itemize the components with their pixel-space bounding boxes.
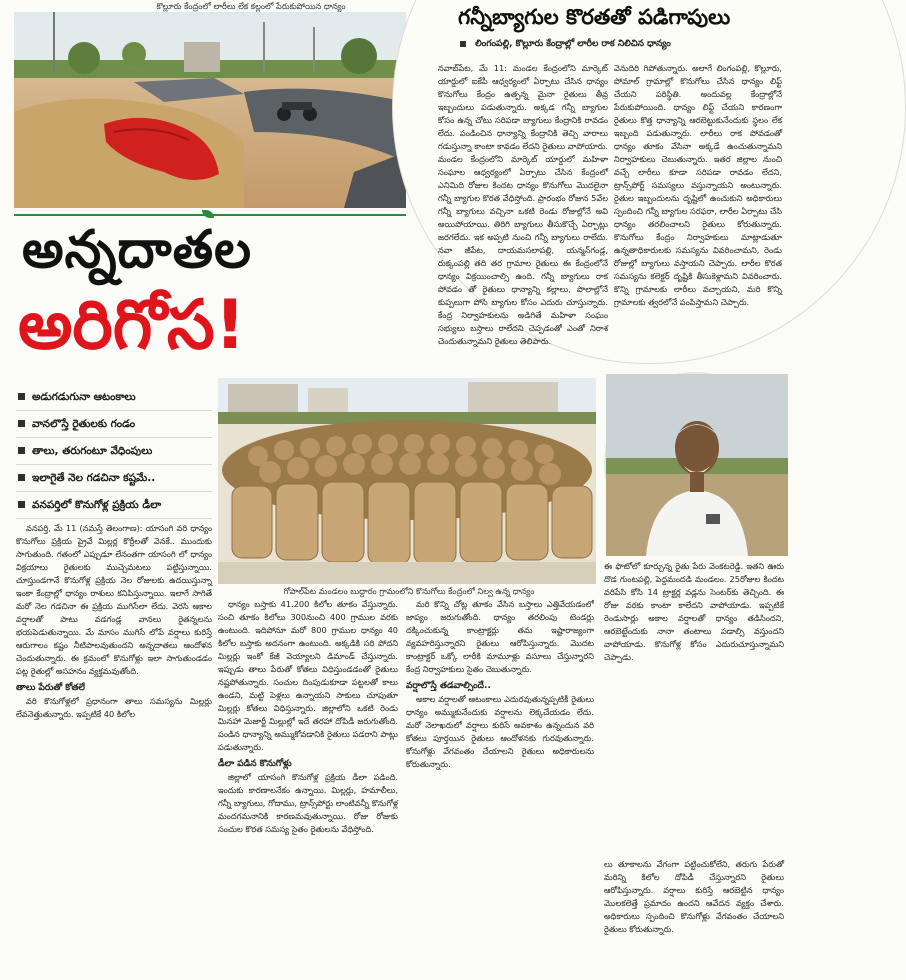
main-story-body-3-tail: అకాల వర్షాలతో ఆటంకాలు ఎదురవుతున్నప్పటికీ రైతులు ధాన్యం అమ్ముకునేందుకు వర్షాలను లెక్కచేయడం లేదు. మరో నెలాఖరులో వర్షాలు కురిసే అవకాశం ఉన్నందున వరి కోతలు పూర్తయిన రైతులు ఆందోళనకు గురవుతున్నారు. కోనుగోళ్లు వేగవంతం చేయాలని రైతులు అధికారులను కోరుతున్నారు. bbox=[406, 694, 594, 769]
highlight-item: అడుగడుగునా ఆటంకాలు bbox=[16, 384, 212, 411]
main-story-body-1-tail: వరి కొనుగోళ్లలో ప్రధానంగా తాలు సమస్యను మిల్లర్లు లేవనెత్తుతున్నారు. ఇప్పటికే 40 కిలోల bbox=[16, 696, 212, 719]
masthead-line-1: అన్నదాతల bbox=[22, 220, 252, 280]
main-story-subheading-1: తాలు పేరుతో కోతలే bbox=[16, 683, 85, 693]
grain-sacks-illustration bbox=[218, 378, 596, 584]
sidebar-subhead bbox=[460, 38, 790, 50]
sidebar-column-1: నవాబ్‌పేట, మే 11: మండల కేంద్రంలోని మార్కెట్‌ యార్డులో ఐకేపీ ఆధ్వర్యంలో ఏర్పాటు చేసిన ధాన్యం కొనుగోలు కేంద్రం ఉత్పన్న మైనా రైతులు తీవ్ర ఇబ్బందులు పడుతున్నారు. అక్కడ గన్నీ బ్యాగుల కోసం ఉన్న చోటు సరిపడా బ్యాగులు కేంద్రానికి రావడం లేదు. పండించిన ధాన్యాన్ని కేంద్రానికి తెచ్చి వారాలు గడుస్తున్నా కాంటా కావడం లేదని రైతులు వాపోయారు. మండల కేంద్రంలోని మార్కెట్‌ యార్డులో మహిళా సంఘాల ఆధ్వర్యంలో ఏర్పాటు చేసిన కేంద్రంలో ఎనిమిది రోజుల కిందట ధాన్యం కొనుగోలు మొదలైనా గన్నీ బ్యాగుల కొరత వేధిస్తోంది. ప్రారంభం రోజున 5వేల గన్నీ బ్యాగులు వచ్చినా ఒకటి రెండు రోజుల్లోనే అవి అయిపోయాయి. తిరిగి బ్యాగులు తీసుకొచ్చే ఏర్పాట్లు జరగలేదు. ఇక అప్పటి నుంచి గన్నీ బ్యాగులు రాలేదు. నవా జీపేట, దాయమసలాపల్లి, యన్మన్‌గండ్ల, రుక్కంపల్లి తది తర గ్రామాల రైతులు ఈ కేంద్రంలోనే ధాన్యం విక్రయించాల్సి ఉంది. గన్నీ బ్యాగులు రాక పోవడం తో రైతులు ధాన్యాన్ని కల్లాలు, పొలాల్లోనే కుప్పలుగా పోసి బ్యాగుల కోసం ఎదురు చూస్తున్నారు. కేంద్ర నిర్వాహకులను అడిగితే మహిళా సంఘం సభ్యులు బస్తాలు రాలేదని చెప్పడంతో ఎంతో నిరాశ చెందుతున్నామని రైతులు తెలిపారు. bbox=[438, 63, 609, 346]
farmer-quote: ఈ ఫొటోలో కూర్చున్న రైతు పేరు వెంకటరెడ్డి. ఇతని ఊరు దొడ గుంటపల్లి, పెద్దమందడి మండలం. 25రోజుల కిందట వరిపేసి కోసి 14 ట్రాక్టర్ల వడ్లను సెంటర్‌కు తెచ్చింది. ఈ రోజు వరకు కాంటా కాలేదని వాపోయాడు. ఇప్పటికే రెండుసార్లు అకాల వర్షాలతో ధాన్యం తడిసిందని, ఆరబెట్టేందుకు నానా తంటాలు పడాల్సి వస్తుందని వాపోయాడు. కొనుగోళ్ల కోసం ఎదురుచూస్తున్నామని చెప్పాడు. bbox=[604, 561, 784, 662]
farmer-illustration bbox=[606, 374, 788, 556]
main-story-column-1 bbox=[16, 522, 212, 974]
bullet-icon bbox=[18, 474, 25, 481]
bullet-icon bbox=[460, 41, 466, 47]
farmer-portrait bbox=[604, 372, 786, 554]
main-story-body-2: ధాన్యం బస్తాకు 41.200 కిలోల తూకం వేస్తున్నారు. సంచి తూకం కిలోలు 300నుంచి 400 గ్రాముల వరకు ఉంటుంది. ఇదిపోనూ మరో 800 గ్రాముల ధాన్యం 40 కిలోల బస్తాకు అదనంగా ఉంటుంది. అక్కడికి సరి పోదని మిల్లర్లు ఇంకో కేజీ వెయ్యాలని డిమాండ్‌ చేస్తున్నారు. ఇప్పుడు తాలు పేరుతో కోతలు విధిస్తుండడంతో రైతులు నష్టపోతున్నారు. సంచుల దింపుడుకూడా పట్టలతో కాలు ఉండని, మట్టి పెళ్లలు ఉన్నాయని సాకులు చూపుతూ మిల్లర్లు కోతలు విధిస్తున్నారు. జిల్లాలోని ఒకటి రెండు మినహా మెజార్టీ మిల్లుల్లో ఇదే తరహా దోపిడీ జరుగుతోంది. పండిన ధాన్యాన్ని అమ్ముకోవడానికి రైతులు పడరాని పాట్లు పడుతున్నారు. bbox=[218, 599, 398, 752]
highlight-item: తాలు, తరుగంటూ వేధింపులు bbox=[16, 438, 212, 465]
main-story-column-3 bbox=[406, 598, 594, 974]
sidebar-headline: గన్నీబ్యాగుల కొరతతో పడిగాపులు bbox=[458, 5, 731, 29]
main-story-body-3: మరి కొన్ని చోట్ల తూకం వేసిన బస్తాలు ఎత్తివేయడంలో జాప్యం జరుగుతోంది. ధాన్యం తరలింపు టెండర్లు దక్కించుకున్న కాంట్రాక్టర్లు తమ ఇష్టారాజ్యంగా వ్యవహరిస్తున్నారని రైతులు ఆరోపిస్తున్నారు. మొదట కాంట్రాక్టర్‌ ఒక్కో లారీకి మామూళ్లు వసూలు చేస్తున్నారని కేంద్ర నిర్వాహకులు సైతం చెబుతున్నారు. bbox=[406, 599, 594, 674]
main-story-subheading-2: డీలా పడిన కొనుగోళ్లు bbox=[218, 759, 292, 769]
sidebar-column-2: వెనుదిరి గిపోతున్నారు. అలాగే లింగంపల్లి, కొల్లూరు, పోమాల్‌ గ్రామాల్లో కొనుగోలు చేసిన ధాన్యం లిఫ్ట్‌ చేయని పరిస్థితి. అందువల్ల కేంద్రాల్లోనే పేరుకుపోయింది. ధాన్యం లిఫ్ట్‌ చేయని కారణంగా రైతులు కొత్త ధాన్యాన్ని ఆరబెట్టుకునేందుకు స్థలం లేక ఇబ్బంది పడుతున్నారు. లారీలు రాక పోవడంతో ధాన్యం తూకం వేసినా అక్కడే ఉంచుతున్నామని నిర్వాహకులు చెబుతున్నారు. ఇతర జిల్లాల నుంచి వచ్చే లారీలు కూడా సరిపడా రావడం లేదని, ట్రాన్స్‌పోర్ట్‌ సమస్యలు వస్తున్నాయని అంటున్నారు. రైతుల ఇబ్బందులను దృష్టిలో ఉంచుకుని అధికారులు స్పందించి గన్నీ బ్యాగుల సరఫరా, లారీల ఏర్పాటు చేసి ధాన్యం తరలించాలని రైతులు కోరుతున్నారు. కొనుగోలు కేంద్రం నిర్వాహకులు మాట్లాడుతూ ఉన్నతాధికారులకు సమస్యను వివరించామని, రెండు రోజుల్లో బ్యాగులు వస్తాయని చెప్పారు. లారీల కొరత సమస్యను కలెక్టర్‌ దృష్టికి తీసుకెళ్లామని వివరించారు. కొన్ని గ్రామాలకు లారీలు వచ్చాయని, మరి కొన్ని గ్రామాలకు త్వరలోనే పంపిస్తామని చెప్పారు. bbox=[614, 63, 782, 307]
grain-yard-illustration bbox=[14, 12, 406, 208]
top-photo-caption: కొల్లూరు కేంద్రంలో లారీలు లేక కల్లంలో పేరుకుపోయిన ధాన్యం bbox=[156, 1, 346, 11]
main-story-body-2-tail: జిల్లాలో యాసంగి కొనుగోళ్ల ప్రక్రియ డీలా పడింది. ఇందుకు కారణాలనేకం ఉన్నాయి. మిల్లర్లు, హమాలీలు, గన్నీ బ్యాగులు, గోదాము, ట్రాన్స్‌పోర్టు లాంటివన్నీ కొనుగోళ్ల మందగమనానికి కారణమవుతున్నాయి. రోజు రోజుకు సంచుల కొరత సమస్య సైతం రైతులను వేధిస్తోంది. bbox=[218, 772, 398, 834]
grain-sacks-photo bbox=[218, 378, 596, 584]
highlights-list bbox=[16, 384, 212, 519]
center-photo-caption: గోపాల్‌పేట మండలం బుద్దారం గ్రామంలోని కొనుగోలు కేంద్రంలో నిల్వ ఉన్న ధాన్యం bbox=[283, 586, 535, 596]
highlight-item: వనపర్తిలో కొనుగోళ్ల ప్రక్రియ డీలా bbox=[16, 492, 212, 519]
bullet-icon bbox=[18, 393, 25, 400]
main-story-column-2 bbox=[218, 598, 398, 974]
bullet-icon bbox=[18, 447, 25, 454]
masthead-line-2: అరిగోస! bbox=[18, 286, 246, 365]
sidebar-subhead-text: లింగంపల్లి, కొల్లూరు కేంద్రాల్లో లారీల రాక నిలిచిన ధాన్యం bbox=[475, 39, 671, 49]
main-story-body-1: వనపర్తి, మే 11 (నమస్తే తెలంగాణ): యాసంగి వరి ధాన్యం కొనుగోలు ప్రక్రియ ప్రైవే మిల్లర్ల కొర్రీలతో వెనకే.. ముందుకు సాగుతుంది. గతంలో ఎప్పుడూ లేనంతగా యాసంగి లో ధాన్యం విక్రయాలు రైతులకు ముచ్చెమటలు పట్టిస్తున్నాయి. చూస్తుండగానే కొనుగోళ్ల ప్రక్రియ నెల రోజులకు ఉదయిస్తున్నా ఇంకా కేంద్రాల్లో ధాన్యం రాశులు కనిపిస్తున్నాయి. ఇలాగే సాగితే మరో నెల గడచినా ఈ ప్రక్రియ ముగిసేలా లేదు. వెరసి ఆకాల వర్షాలతో పాటు వడగండ్ల వానలు రైతన్నలను భయపెడుతున్నాయి. మే మాసం ముగిసే లోపే వర్షాలు కురిస్తే ఆరుగాలం కష్టం నీటిపాలవుతుందని అన్నదాతలు ఆందోళన చెందుతున్నారు. ఈ క్రమంలో కొనుగోళ్లు ఇలా సాగుతుండడం పట్ల రైతుల్లో అసహనం వ్యక్తమవుతోంది. bbox=[16, 523, 212, 676]
bullet-icon bbox=[18, 501, 25, 508]
highlight-item: ఇలాగైతే నెల గడచినా కష్టమే.. bbox=[16, 465, 212, 492]
highlight-item: వానలొస్తే రైతులకు గండం bbox=[16, 411, 212, 438]
main-story-subheading-3: వర్షాలొస్తే తడవాల్సిందే.. bbox=[406, 681, 491, 691]
top-grain-yard-photo bbox=[14, 12, 406, 208]
farmer-quote-tail: లు తూకాలను వేగంగా పట్టించుకోలేని, తరుగు పేరుతో మరిన్ని కిలోల దోపిడీ చేస్తున్నారని రైతులు ఆరోపిస్తున్నారు. వర్షాలు కురిస్తే ఆరబెట్టిన ధాన్యం మొలకలెత్తే ప్రమాదం ఉందని ఆవేదన వ్యక్తం చేశారు. అధికారులు స్పందించి కొనుగోళ్లు వేగవంతం చేయాలని రైతులు కోరుతున్నారు. bbox=[604, 859, 784, 934]
bullet-icon bbox=[18, 420, 25, 427]
leaf-icon bbox=[202, 210, 214, 218]
